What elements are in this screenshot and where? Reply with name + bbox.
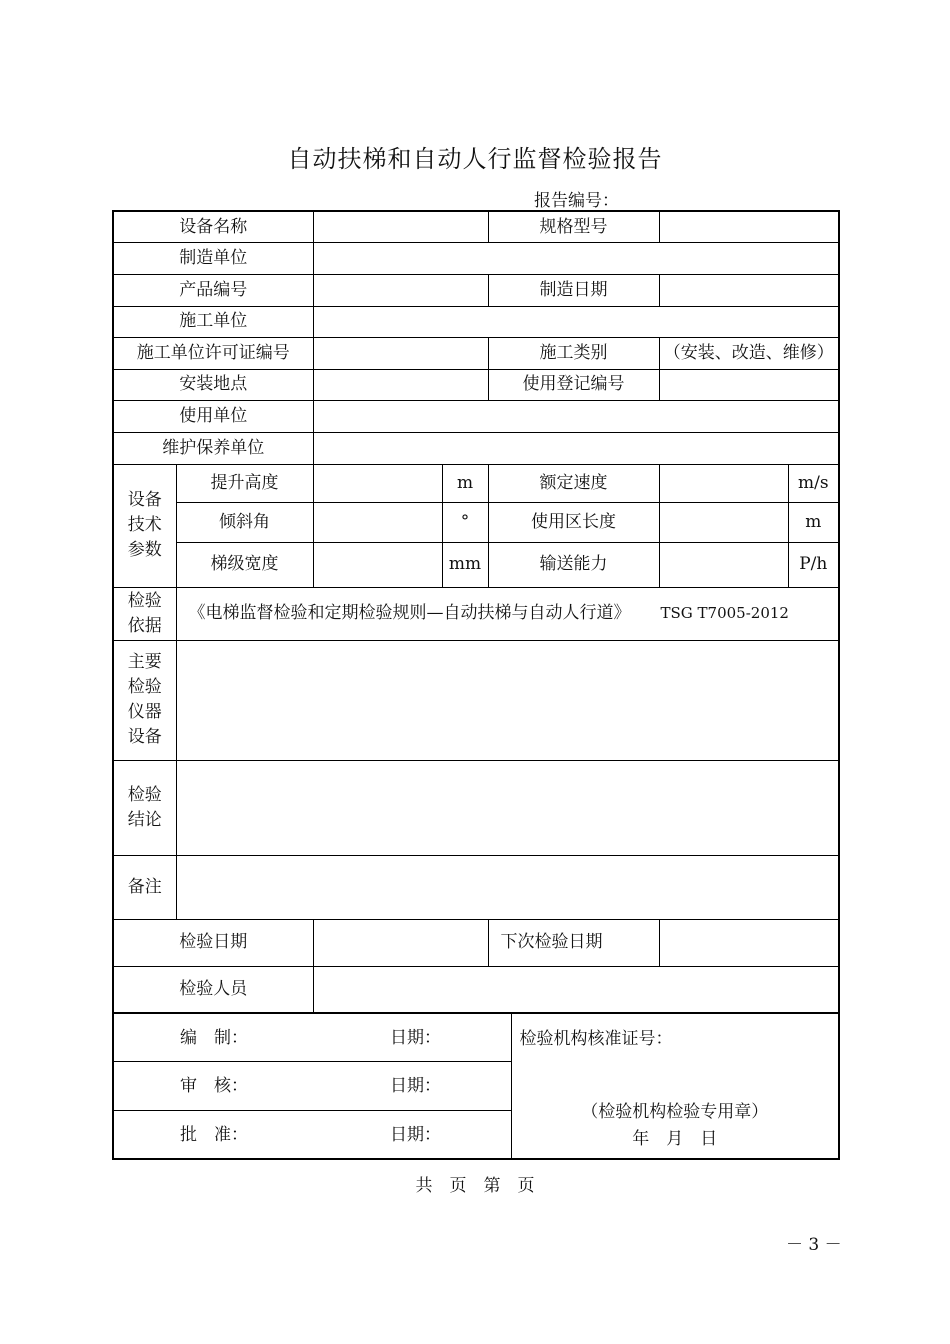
label-inspection-date: 检验日期 (113, 919, 313, 966)
label-remarks: 备注 (113, 855, 176, 919)
field-install-location[interactable] (313, 369, 488, 400)
basis-code: TSG T7005-2012 (660, 604, 789, 623)
field-instruments[interactable] (176, 640, 839, 760)
label-construction-unit: 施工单位 (113, 306, 313, 337)
label-construction-type: 施工类别 (488, 337, 659, 369)
label-product-no: 产品编号 (113, 274, 313, 306)
label-section-length: 使用区长度 (488, 502, 659, 542)
label-review: 审 核： (180, 1076, 248, 1096)
unit-incline: ° (442, 502, 488, 542)
label-manufacture-date: 制造日期 (488, 274, 659, 306)
label-approve: 批 准： (180, 1125, 248, 1145)
label-conclusion: 检验 结论 (113, 760, 176, 855)
label-lift-height: 提升高度 (176, 464, 313, 502)
label-instruments: 主要 检验 仪器 设备 (113, 640, 176, 760)
unit-capacity: P/h (788, 542, 839, 587)
field-maintenance-unit[interactable] (313, 432, 839, 464)
label-device-name: 设备名称 (113, 211, 313, 242)
field-device-name[interactable] (313, 211, 488, 242)
review-row (113, 1062, 511, 1111)
field-manufacturer[interactable] (313, 242, 839, 274)
field-remarks[interactable] (176, 855, 839, 919)
label-incline: 倾斜角 (176, 502, 313, 542)
label-registration-no: 使用登记编号 (488, 369, 659, 400)
field-capacity[interactable] (659, 542, 788, 587)
label-org-date: 年 月 日 (632, 1129, 718, 1149)
label-maintenance-unit: 维护保养单位 (113, 432, 313, 464)
label-capacity: 输送能力 (488, 542, 659, 587)
field-incline[interactable] (313, 502, 442, 542)
label-org-seal: （检验机构检验专用章） (581, 1102, 769, 1122)
approve-row (113, 1111, 511, 1160)
field-construction-unit[interactable] (313, 306, 839, 337)
unit-section-length: m (788, 502, 839, 542)
field-conclusion[interactable] (176, 760, 839, 855)
label-approve-date: 日期： (390, 1125, 441, 1145)
page-number: － 3 － (786, 1235, 842, 1255)
compile-row (113, 1014, 511, 1062)
field-next-inspection-date[interactable] (659, 919, 839, 966)
field-manufacture-date[interactable] (659, 274, 839, 306)
field-rated-speed[interactable] (659, 464, 788, 502)
field-inspection-date[interactable] (313, 919, 488, 966)
report-number-label: 报告编号： (534, 191, 619, 211)
field-license-no[interactable] (313, 337, 488, 369)
field-registration-no[interactable] (659, 369, 839, 400)
basis-regulation: 《电梯监督检验和定期检验规则—自动扶梯与自动人行道》 (188, 603, 631, 624)
page-title: 自动扶梯和自动人行监督检验报告 (287, 145, 663, 173)
page-count: 共 页 第 页 (415, 1176, 535, 1196)
label-tech-params: 设备 技术 参数 (113, 464, 176, 587)
label-license-no: 施工单位许可证编号 (113, 337, 313, 369)
label-step-width: 梯级宽度 (176, 542, 313, 587)
label-org-cert: 检验机构核准证号： (519, 1029, 673, 1049)
construction-type-options: （安装、改造、维修） (659, 337, 839, 369)
inspection-basis-text (176, 587, 839, 640)
label-next-inspection-date: 下次检验日期 (488, 919, 659, 966)
inspection-report-form (112, 210, 840, 1014)
field-section-length[interactable] (659, 502, 788, 542)
unit-lift-height: m (442, 464, 488, 502)
label-spec-model: 规格型号 (488, 211, 659, 242)
field-spec-model[interactable] (659, 211, 839, 242)
label-inspection-basis: 检验 依据 (113, 587, 176, 640)
label-rated-speed: 额定速度 (488, 464, 659, 502)
label-install-location: 安装地点 (113, 369, 313, 400)
label-inspector: 检验人员 (113, 966, 313, 1013)
unit-step-width: mm (442, 542, 488, 587)
field-lift-height[interactable] (313, 464, 442, 502)
label-compile: 编 制： (180, 1028, 248, 1048)
field-user-unit[interactable] (313, 400, 839, 432)
field-product-no[interactable] (313, 274, 488, 306)
org-cell (511, 1014, 839, 1160)
label-manufacturer: 制造单位 (113, 242, 313, 274)
label-user-unit: 使用单位 (113, 400, 313, 432)
signoff-table (112, 1013, 840, 1160)
field-step-width[interactable] (313, 542, 442, 587)
field-inspector[interactable] (313, 966, 839, 1013)
label-compile-date: 日期： (390, 1028, 441, 1048)
unit-rated-speed: m/s (788, 464, 839, 502)
label-review-date: 日期： (390, 1076, 441, 1096)
